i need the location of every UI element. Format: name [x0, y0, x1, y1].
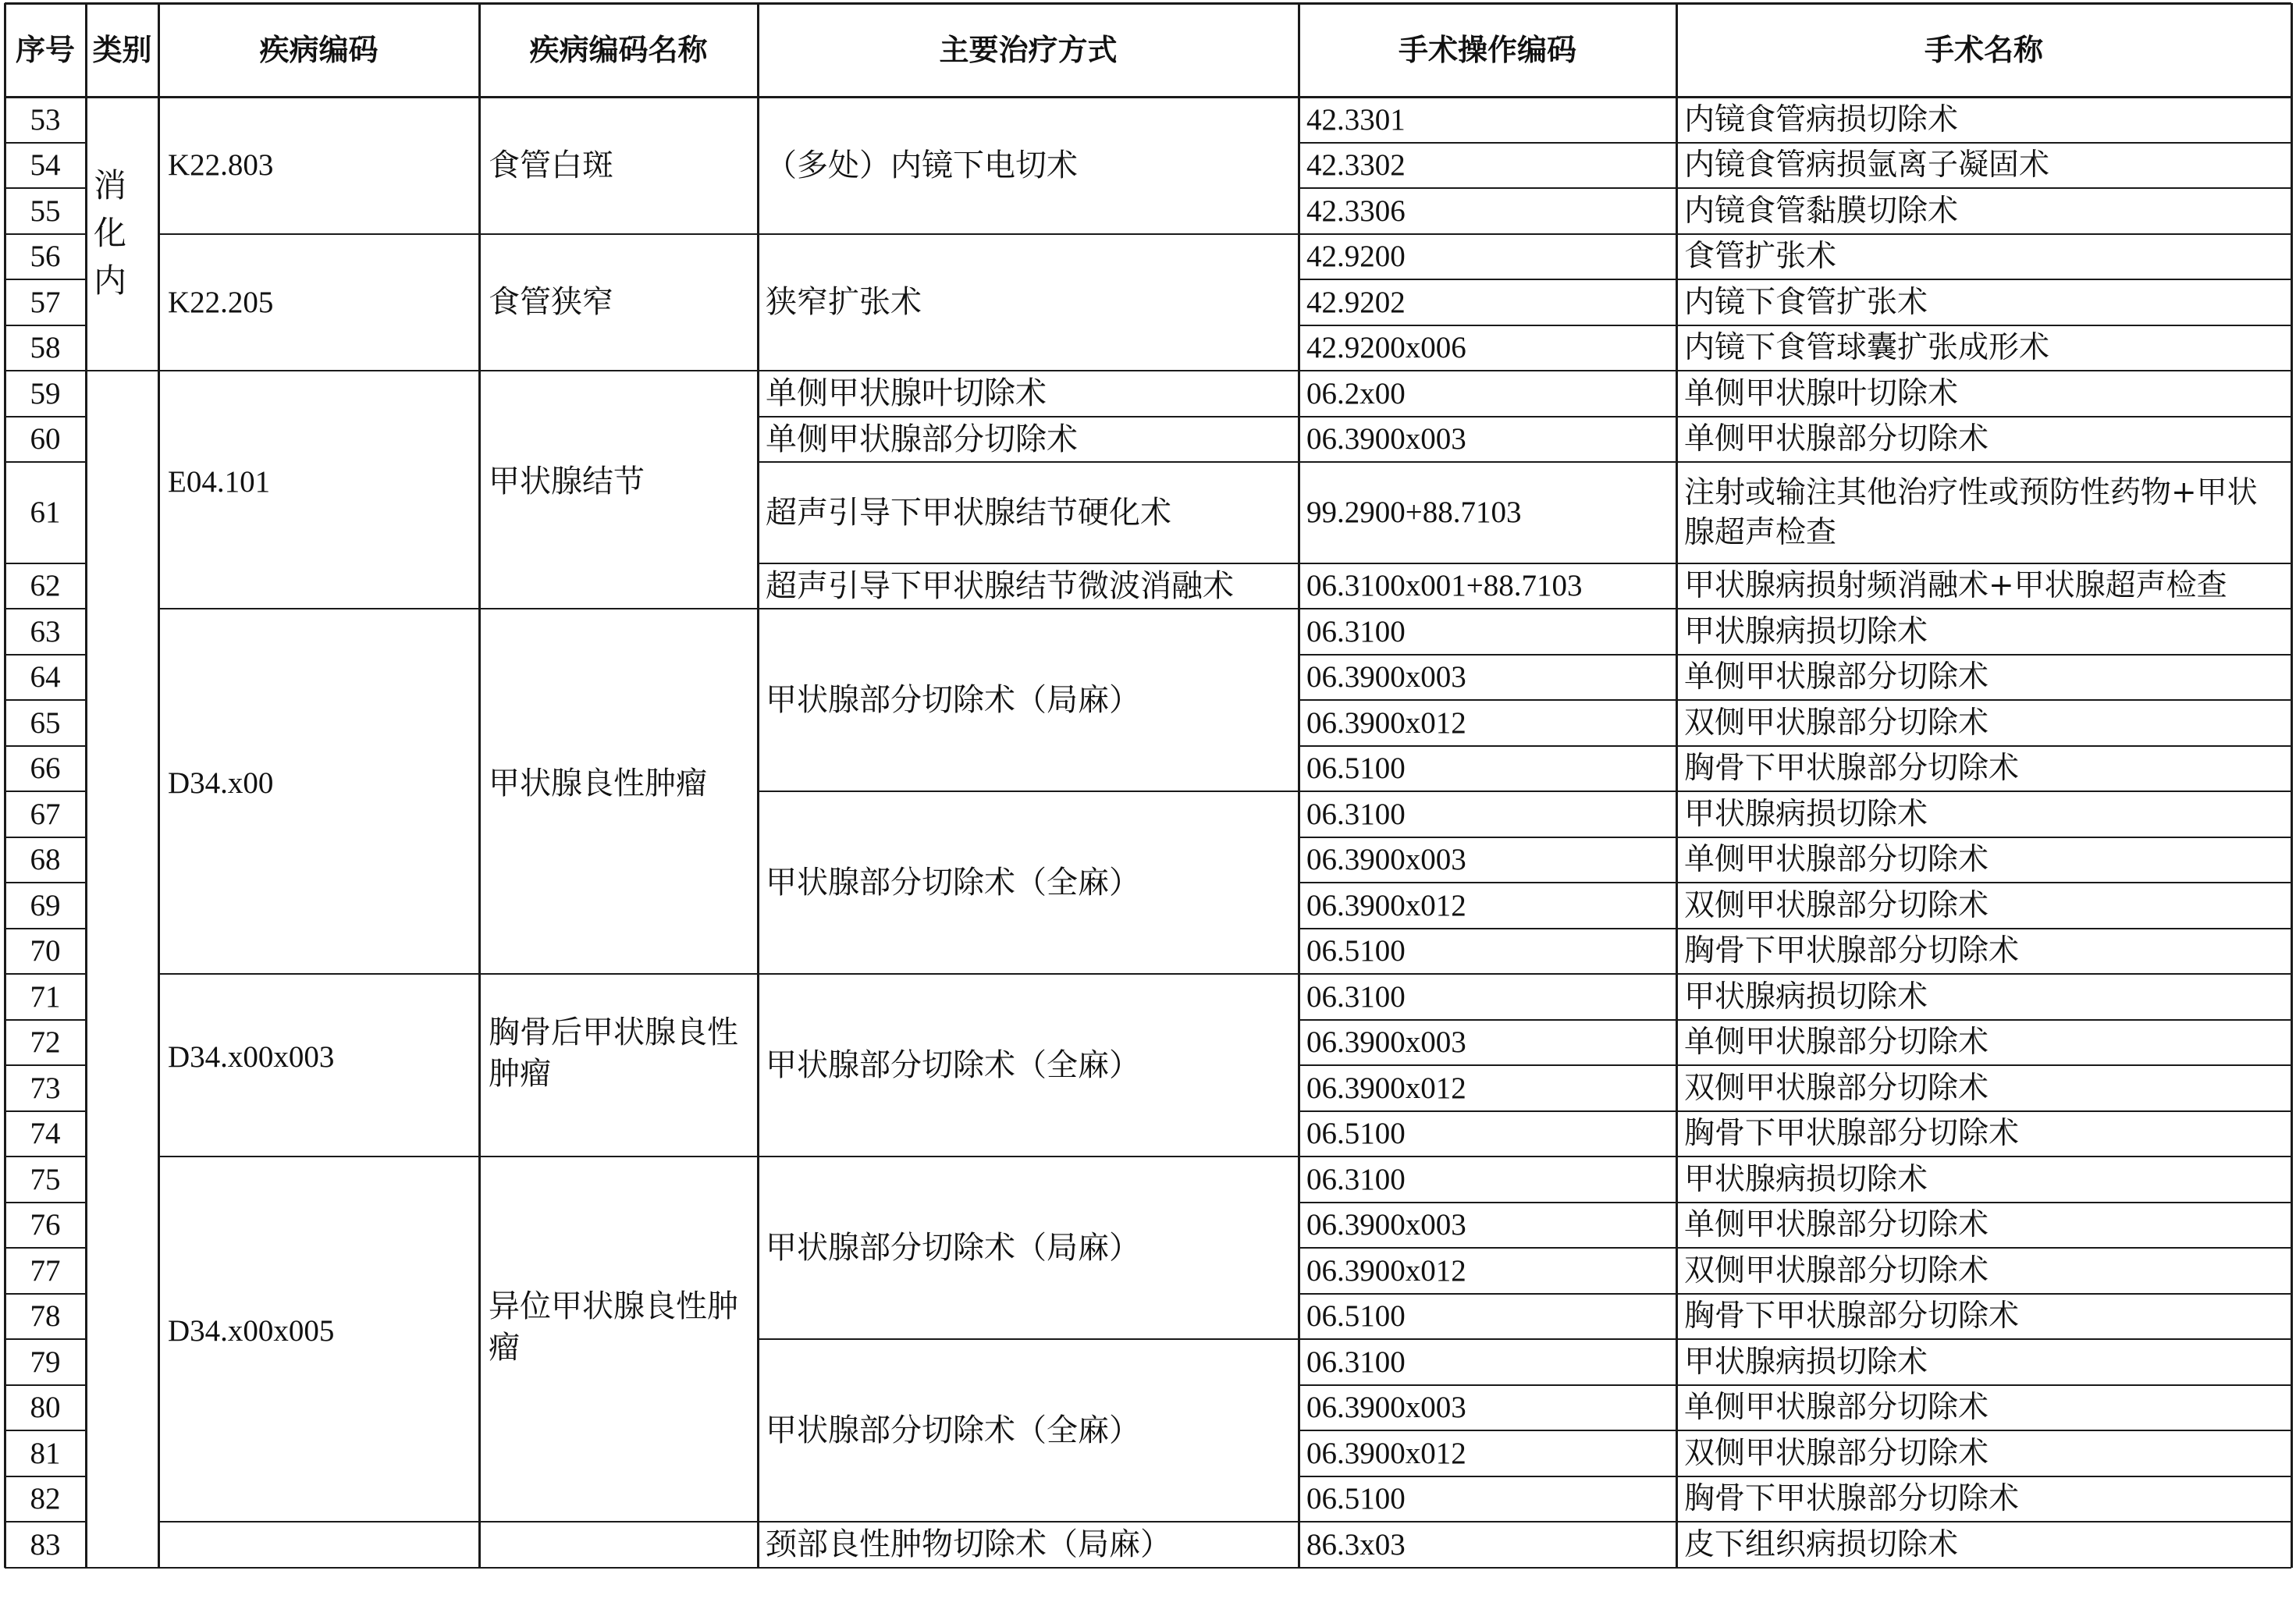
operation-code: 42.3306: [1306, 194, 1406, 228]
grid-line: [158, 233, 758, 235]
header-main-treatment: 主要治疗方式: [939, 31, 1118, 67]
grid-line: [758, 1156, 1299, 1157]
operation-name: 单侧甲状腺部分切除术: [1684, 1390, 1989, 1426]
operation-code: 06.3100: [1306, 1345, 1406, 1379]
grid-line: [5, 96, 2291, 98]
operation-name: 双侧甲状腺部分切除术: [1684, 887, 1989, 923]
grid-line: [1299, 1156, 2291, 1157]
row-seq: 77: [30, 1253, 61, 1288]
row-seq: 67: [30, 797, 61, 831]
row-seq: 58: [30, 331, 61, 365]
operation-code: 06.3100: [1306, 797, 1406, 831]
row-seq: 71: [30, 979, 61, 1014]
treatment-method: 甲状腺部分切除术（局麻）: [766, 681, 1140, 718]
grid-line: [158, 973, 758, 975]
operation-code: 42.3301: [1306, 102, 1406, 137]
grid-line: [758, 416, 1299, 417]
operation-name: 内镜食管黏膜切除术: [1684, 193, 1959, 229]
treatment-method: 甲状腺部分切除术（全麻）: [766, 864, 1140, 901]
disease-code: D34.x00x003: [168, 1040, 335, 1075]
disease-name: 胸骨后甲状腺良性肿瘤: [489, 1014, 738, 1092]
disease-code: K22.205: [168, 285, 274, 319]
grid-line: [1299, 279, 2291, 280]
grid-line: [1299, 1293, 2291, 1295]
row-seq: 57: [30, 285, 61, 319]
operation-code: 06.3900x003: [1306, 1391, 1466, 1425]
operation-name: 内镜下食管球囊扩张成形术: [1684, 330, 2050, 366]
operation-code: 42.3302: [1306, 148, 1406, 183]
grid-line: [86, 370, 158, 371]
grid-line: [758, 1567, 1299, 1569]
grid-line: [158, 1567, 758, 1569]
grid-line: [5, 1430, 86, 1431]
grid-line: [1299, 1384, 2291, 1386]
row-seq: 61: [30, 496, 61, 530]
row-seq: 70: [30, 934, 61, 968]
row-seq: 73: [30, 1071, 61, 1105]
operation-code: 99.2900+88.7103: [1306, 496, 1522, 530]
row-seq: 60: [30, 422, 61, 457]
operation-name: 皮下组织病损切除术: [1684, 1526, 1959, 1562]
treatment-method: 超声引导下甲状腺结节硬化术: [766, 494, 1171, 531]
operation-name: 胸骨下甲状腺部分切除术: [1684, 1299, 2020, 1334]
grid-line: [5, 416, 86, 417]
grid-line: [1299, 461, 2291, 463]
treatment-method: 单侧甲状腺部分切除术: [766, 421, 1078, 457]
operation-code: 06.3900x012: [1306, 888, 1466, 922]
grid-line: [478, 3, 481, 1568]
grid-line: [5, 233, 86, 235]
operation-code: 06.3900x003: [1306, 1208, 1466, 1242]
disease-code: K22.803: [168, 148, 274, 183]
operation-name: 单侧甲状腺叶切除术: [1684, 375, 1959, 411]
grid-line: [158, 608, 758, 609]
grid-line: [85, 3, 87, 1568]
operation-code: 06.3900x003: [1306, 660, 1466, 695]
row-seq: 64: [30, 660, 61, 695]
grid-line: [5, 1110, 86, 1112]
operation-code: 06.3900x012: [1306, 705, 1466, 740]
grid-line: [1299, 1064, 2291, 1066]
operation-name: 双侧甲状腺部分切除术: [1684, 705, 1989, 741]
treatment-method: 甲状腺部分切除术（全麻）: [766, 1412, 1140, 1448]
operation-name: 双侧甲状腺部分切除术: [1684, 1252, 1989, 1288]
operation-code: 42.9200x006: [1306, 331, 1466, 365]
grid-line: [2291, 3, 2293, 1568]
grid-line: [5, 325, 86, 326]
grid-line: [5, 1293, 86, 1295]
operation-name: 食管扩张术: [1684, 239, 1837, 275]
grid-line: [5, 1384, 86, 1386]
grid-line: [86, 1567, 158, 1569]
grid-line: [5, 1338, 86, 1340]
operation-name: 单侧甲状腺部分切除术: [1684, 1207, 1989, 1243]
grid-line: [758, 1521, 1299, 1523]
category-cell: 消化内: [94, 166, 127, 300]
operation-name: 单侧甲状腺部分切除术: [1684, 1025, 1989, 1061]
operation-name: 单侧甲状腺部分切除术: [1684, 421, 1989, 457]
operation-code: 06.3100: [1306, 1162, 1406, 1196]
grid-line: [5, 791, 86, 792]
grid-line: [5, 882, 86, 883]
row-seq: 68: [30, 843, 61, 877]
grid-line: [1299, 745, 2291, 747]
treatment-method: （多处）内镜下电切术: [766, 147, 1078, 183]
operation-code: 06.3900x012: [1306, 1436, 1466, 1470]
grid-line: [758, 1338, 1299, 1340]
disease-code: E04.101: [168, 464, 271, 499]
grid-line: [158, 370, 758, 371]
operation-code: 06.3900x003: [1306, 843, 1466, 877]
grid-line: [1299, 791, 2291, 792]
disease-name: [479, 1522, 758, 1568]
operation-code: 06.5100: [1306, 1482, 1406, 1516]
disease-name: 异位甲状腺良性肿瘤: [489, 1288, 738, 1366]
grid-line: [1299, 928, 2291, 929]
operation-code: 06.3900x012: [1306, 1253, 1466, 1288]
operation-code: 06.5100: [1306, 934, 1406, 968]
treatment-method: 颈部良性肿物切除术（局麻）: [766, 1526, 1171, 1563]
disease-name: 甲状腺良性肿瘤: [489, 765, 707, 801]
header-seq: 序号: [15, 31, 75, 67]
disease-name: 甲状腺结节: [489, 464, 645, 500]
grid-line: [5, 745, 86, 747]
operation-code: 06.5100: [1306, 1299, 1406, 1334]
grid-line: [5, 1019, 86, 1021]
grid-line: [5, 1247, 86, 1249]
operation-name: 胸骨下甲状腺部分切除术: [1684, 1481, 2020, 1517]
operation-name: 双侧甲状腺部分切除术: [1684, 1435, 1989, 1471]
grid-line: [1299, 563, 2291, 564]
grid-line: [5, 2, 2291, 5]
operation-name: 单侧甲状腺部分切除术: [1684, 842, 1989, 878]
grid-line: [5, 1156, 86, 1157]
operation-name: 胸骨下甲状腺部分切除术: [1684, 1116, 2020, 1152]
grid-line: [758, 973, 1299, 975]
row-seq: 83: [30, 1527, 61, 1562]
treatment-method: 超声引导下甲状腺结节微波消融术: [766, 567, 1234, 604]
operation-name: 甲状腺病损切除术: [1684, 1344, 1928, 1380]
grid-line: [4, 3, 6, 1568]
row-seq: 69: [30, 888, 61, 922]
grid-line: [1299, 1202, 2291, 1203]
grid-line: [5, 461, 86, 463]
grid-line: [1299, 973, 2291, 975]
row-seq: 74: [30, 1117, 61, 1151]
operation-code: 06.3100: [1306, 979, 1406, 1014]
grid-line: [5, 279, 86, 280]
header-operation-code: 手术操作编码: [1398, 31, 1576, 67]
operation-code: 06.5100: [1306, 1117, 1406, 1151]
disease-code: D34.x00: [168, 766, 274, 801]
grid-line: [1299, 1567, 2291, 1569]
grid-line: [1299, 608, 2291, 609]
grid-line: [1299, 1110, 2291, 1112]
grid-line: [5, 928, 86, 929]
disease-name: 食管白斑: [489, 147, 613, 183]
row-seq: 66: [30, 751, 61, 786]
grid-line: [1299, 837, 2291, 838]
row-seq: 53: [30, 102, 61, 137]
operation-code: 86.3x03: [1306, 1527, 1406, 1562]
row-seq: 54: [30, 148, 61, 183]
disease-name: 食管狭窄: [489, 284, 613, 321]
operation-code: 06.2x00: [1306, 376, 1406, 410]
grid-line: [5, 1567, 86, 1569]
operation-name: 胸骨下甲状腺部分切除术: [1684, 933, 2020, 969]
grid-line: [158, 1156, 758, 1157]
grid-line: [758, 461, 1299, 463]
disease-code: D34.x00x005: [168, 1314, 335, 1348]
row-seq: 63: [30, 614, 61, 648]
operation-name: 甲状腺病损射频消融术+甲状腺超声检查: [1684, 568, 2227, 604]
grid-line: [1298, 3, 1300, 1568]
grid-line: [5, 973, 86, 975]
operation-name: 甲状腺病损切除术: [1684, 796, 1928, 832]
grid-line: [1299, 370, 2291, 371]
grid-line: [1299, 142, 2291, 144]
grid-line: [158, 1521, 758, 1523]
operation-name: 双侧甲状腺部分切除术: [1684, 1070, 1989, 1106]
disease-code: [158, 1522, 479, 1568]
grid-line: [1299, 1430, 2291, 1431]
operation-code: 06.3900x003: [1306, 422, 1466, 457]
operation-name: 内镜食管病损切除术: [1684, 101, 1959, 137]
row-seq: 80: [30, 1391, 61, 1425]
grid-line: [1299, 416, 2291, 417]
surgery-code-table: [5, 3, 2291, 1603]
category-cell: [86, 371, 158, 1568]
grid-line: [158, 3, 160, 1568]
grid-line: [5, 1521, 86, 1523]
row-seq: 76: [30, 1208, 61, 1242]
grid-line: [758, 370, 1299, 371]
grid-line: [1299, 699, 2291, 701]
grid-line: [5, 837, 86, 838]
grid-line: [1299, 1247, 2291, 1249]
row-seq: 62: [30, 569, 61, 603]
row-seq: 78: [30, 1299, 61, 1334]
grid-line: [5, 1202, 86, 1203]
treatment-method: 单侧甲状腺叶切除术: [766, 375, 1047, 412]
grid-line: [1299, 187, 2291, 189]
treatment-method: 甲状腺部分切除术（全麻）: [766, 1046, 1140, 1083]
operation-name: 胸骨下甲状腺部分切除术: [1684, 751, 2020, 787]
grid-line: [1299, 882, 2291, 883]
operation-name: 内镜下食管扩张术: [1684, 284, 1928, 320]
header-disease-name: 疾病编码名称: [529, 31, 708, 67]
grid-line: [1676, 3, 1678, 1568]
operation-name: 甲状腺病损切除术: [1684, 1161, 1928, 1197]
grid-line: [5, 1064, 86, 1066]
grid-line: [1299, 1521, 2291, 1523]
operation-code: 42.9202: [1306, 285, 1406, 319]
header-disease-code: 疾病编码: [259, 31, 379, 67]
grid-line: [5, 370, 86, 371]
header-category: 类别: [92, 31, 152, 67]
grid-line: [5, 654, 86, 656]
grid-line: [758, 791, 1299, 792]
grid-line: [1299, 654, 2291, 656]
grid-line: [1299, 1019, 2291, 1021]
operation-code: 06.5100: [1306, 751, 1406, 786]
operation-name: 注射或输注其他治疗性或预防性药物+甲状腺超声检查: [1684, 474, 2258, 550]
grid-line: [5, 187, 86, 189]
operation-code: 06.3900x012: [1306, 1071, 1466, 1105]
grid-line: [1299, 1338, 2291, 1340]
grid-line: [5, 608, 86, 609]
row-seq: 59: [30, 376, 61, 410]
row-seq: 75: [30, 1162, 61, 1196]
grid-line: [758, 233, 1299, 235]
operation-name: 单侧甲状腺部分切除术: [1684, 659, 1989, 695]
row-seq: 79: [30, 1345, 61, 1379]
operation-name: 内镜食管病损氩离子凝固术: [1684, 147, 2050, 183]
row-seq: 56: [30, 240, 61, 274]
operation-code: 06.3100x001+88.7103: [1306, 569, 1583, 603]
operation-code: 06.3900x003: [1306, 1025, 1466, 1060]
grid-line: [758, 563, 1299, 564]
treatment-method: 狭窄扩张术: [766, 284, 922, 321]
grid-line: [5, 699, 86, 701]
operation-code: 42.9200: [1306, 240, 1406, 274]
header-operation-name: 手术名称: [1924, 31, 2043, 67]
grid-line: [5, 563, 86, 564]
treatment-method: 甲状腺部分切除术（局麻）: [766, 1229, 1140, 1266]
grid-line: [5, 1476, 86, 1477]
row-seq: 82: [30, 1482, 61, 1516]
operation-code: 06.3100: [1306, 614, 1406, 648]
row-seq: 72: [30, 1025, 61, 1060]
grid-line: [757, 3, 759, 1568]
row-seq: 81: [30, 1436, 61, 1470]
grid-line: [1299, 325, 2291, 326]
grid-line: [1299, 1476, 2291, 1477]
grid-line: [758, 608, 1299, 609]
grid-line: [5, 142, 86, 144]
row-seq: 65: [30, 705, 61, 740]
operation-name: 甲状腺病损切除术: [1684, 613, 1928, 649]
operation-name: 甲状腺病损切除术: [1684, 979, 1928, 1014]
row-seq: 55: [30, 194, 61, 228]
grid-line: [1299, 233, 2291, 235]
